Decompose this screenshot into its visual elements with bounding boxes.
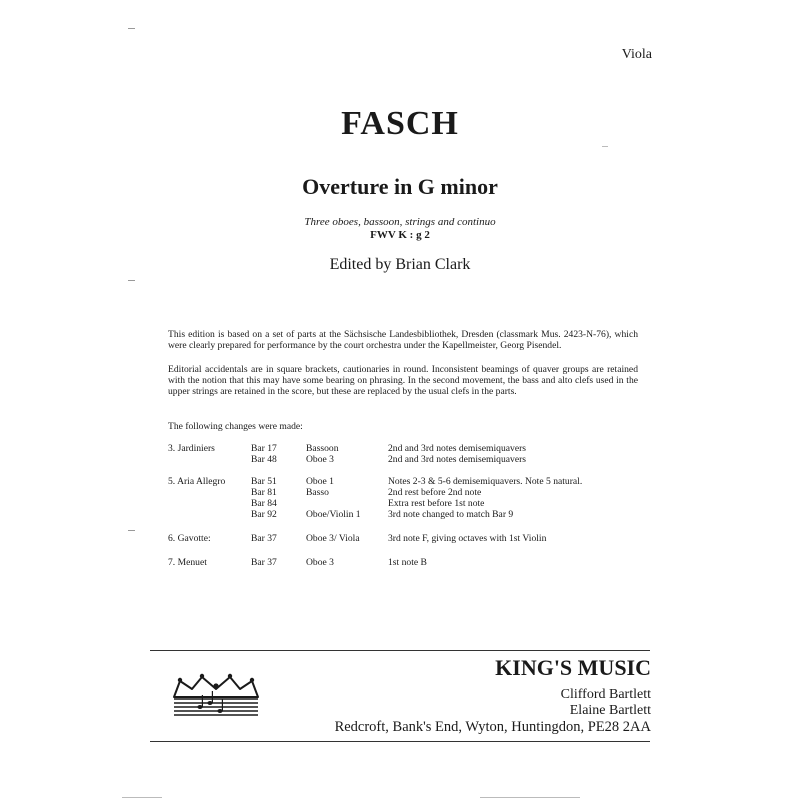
footer-rule-bottom	[150, 741, 650, 742]
change-bar: Bar 81	[251, 487, 277, 498]
change-bar: Bar 37	[251, 533, 277, 544]
editor-line: Edited by Brian Clark	[329, 256, 471, 273]
change-note: Extra rest before 1st note	[388, 498, 485, 509]
part-name: Viola	[621, 47, 652, 62]
change-bar: Bar 51	[251, 476, 277, 487]
edge-mark	[128, 28, 135, 29]
change-movement: 3. Jardiniers	[168, 443, 215, 454]
notes-paragraph-changes-intro: The following changes were made:	[168, 421, 303, 432]
change-movement: 7. Menuet	[168, 557, 207, 568]
work-title: Overture in G minor	[302, 174, 498, 199]
edge-mark	[122, 797, 162, 798]
change-instrument: Oboe 3/ Viola	[306, 533, 360, 544]
notes-paragraph-source: This edition is based on a set of parts at the Sächsische Landesbibliothek, Dresden (classmark Mus. 2423-N-76), which were clearly prepared for performance by the court orchestra under the Kapellmeister, Georg Pisendel.	[168, 329, 638, 351]
change-note: 3rd note F, giving octaves with 1st Violin	[388, 533, 547, 544]
publisher-person-2: Elaine Bartlett	[569, 703, 651, 718]
change-bar: Bar 48	[251, 454, 277, 465]
change-instrument: Oboe/Violin 1	[306, 509, 361, 520]
change-movement: 6. Gavotte:	[168, 533, 211, 544]
change-instrument: Oboe 1	[306, 476, 334, 487]
footer-rule-top	[150, 650, 650, 651]
edge-mark	[128, 280, 135, 281]
change-note: 1st note B	[388, 557, 427, 568]
change-note: 2nd and 3rd notes demisemiquavers	[388, 443, 527, 454]
publisher-address: Redcroft, Bank's End, Wyton, Huntingdon, PE28 2AA	[334, 719, 651, 735]
publisher-person-1: Clifford Bartlett	[560, 687, 651, 702]
composer-name: FASCH	[341, 105, 459, 142]
change-bar: Bar 92	[251, 509, 277, 520]
change-note: Notes 2-3 & 5-6 demisemiquavers. Note 5 natural.	[388, 476, 583, 487]
change-movement: 5. Aria Allegro	[168, 476, 226, 487]
edge-mark	[480, 797, 580, 798]
notes-paragraph-editorial: Editorial accidentals are in square brackets, cautionaries in round. Inconsistent beamings of quaver groups are retained with the notion that this may have some bearing on phrasing. In the second movement, the bass and alto clefs used in the upper strings are retained in the score, but these are replaced by the usual clefs in the parts.	[168, 364, 638, 397]
edge-mark	[128, 530, 135, 531]
edge-mark	[602, 146, 608, 147]
catalog-number: FWV K : g 2	[370, 229, 430, 241]
change-instrument: Basso	[306, 487, 329, 498]
scoring-line: Three oboes, bassoon, strings and continuo	[304, 216, 496, 228]
change-bar: Bar 17	[251, 443, 277, 454]
change-instrument: Oboe 3	[306, 557, 334, 568]
change-bar: Bar 37	[251, 557, 277, 568]
change-bar: Bar 84	[251, 498, 277, 509]
publisher-name: KING'S MUSIC	[495, 655, 651, 680]
change-instrument: Bassoon	[306, 443, 339, 454]
change-note: 2nd and 3rd notes demisemiquavers	[388, 454, 527, 465]
change-instrument: Oboe 3	[306, 454, 334, 465]
change-note: 2nd rest before 2nd note	[388, 487, 482, 498]
change-note: 3rd note changed to match Bar 9	[388, 509, 514, 520]
